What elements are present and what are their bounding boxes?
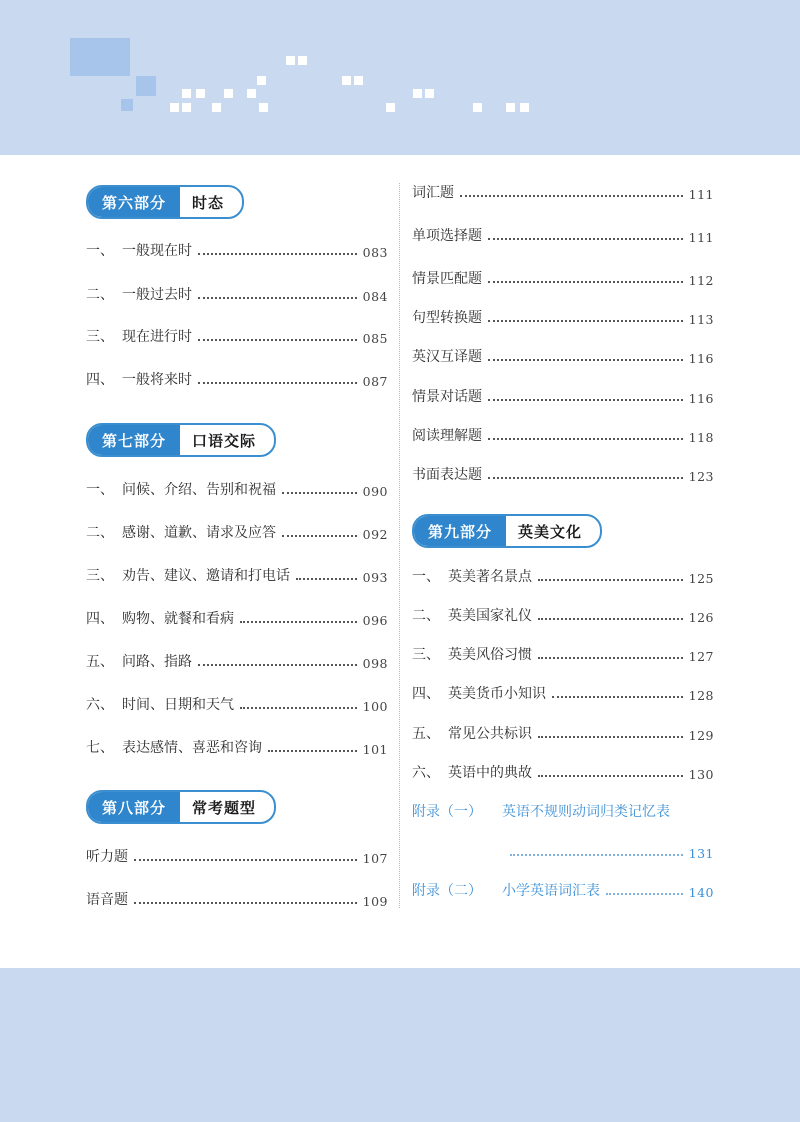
entry-number: 二、 (86, 287, 114, 303)
entry-page: 085 (362, 331, 388, 346)
entry-number: 六、 (86, 697, 114, 713)
entry-number: 四、 (86, 372, 114, 388)
entry-number: 四、 (412, 686, 440, 702)
dot-leader (488, 238, 683, 240)
dot-leader (282, 535, 357, 537)
entry-title: 句型转换题 (412, 310, 482, 326)
deco-square (473, 103, 482, 112)
entry-title: 问路、指路 (122, 654, 192, 670)
entry-title: 语音题 (86, 892, 128, 908)
dot-leader (134, 859, 357, 861)
deco-square (70, 38, 130, 76)
entry-page: 130 (688, 767, 714, 782)
entry-page: 126 (688, 610, 714, 625)
entry-number: 三、 (86, 568, 114, 584)
entry-page: 111 (688, 230, 714, 245)
entry-title: 劝告、建议、邀请和打电话 (122, 568, 290, 584)
section-label: 第九部分 (414, 516, 506, 546)
entry-page: 093 (362, 570, 388, 585)
dot-leader (198, 253, 357, 255)
section-title: 口语交际 (192, 431, 257, 450)
toc-entry[interactable] (412, 464, 714, 484)
entry-title: 购物、就餐和看病 (122, 611, 234, 627)
deco-square (354, 76, 363, 85)
toc-entry[interactable] (412, 605, 714, 625)
entry-number: 二、 (86, 525, 114, 541)
entry-page: 112 (688, 273, 714, 288)
entry-page: 090 (362, 484, 388, 499)
entry-page: 100 (362, 699, 388, 714)
toc-entry[interactable] (86, 284, 388, 304)
deco-square (224, 89, 233, 98)
deco-square (286, 56, 295, 65)
entry-page: 113 (688, 312, 714, 327)
entry-page: 128 (688, 688, 714, 703)
entry-page: 125 (688, 571, 714, 586)
entry-title: 英美国家礼仪 (448, 608, 532, 624)
toc-entry[interactable] (86, 889, 388, 909)
entry-title: 英汉互译题 (412, 349, 482, 365)
appendix-1-page-line[interactable] (510, 841, 714, 861)
dot-leader (552, 696, 683, 698)
entry-title: 书面表达题 (412, 467, 482, 483)
deco-square (520, 103, 529, 112)
section-8-header (86, 790, 276, 824)
dot-leader (488, 281, 683, 283)
deco-square (413, 89, 422, 98)
header-band (0, 0, 800, 155)
entry-number: 一、 (86, 482, 114, 498)
entry-page: 092 (362, 527, 388, 542)
dot-leader (538, 775, 683, 777)
toc-entry[interactable] (86, 565, 388, 585)
deco-square (247, 89, 256, 98)
toc-entry[interactable] (412, 307, 714, 327)
entry-page: 107 (362, 851, 388, 866)
toc-entry[interactable] (86, 240, 388, 260)
toc-entry[interactable] (86, 522, 388, 542)
deco-square (182, 103, 191, 112)
dot-leader (198, 382, 357, 384)
deco-square (212, 103, 221, 112)
entry-title: 问候、介绍、告别和祝福 (122, 482, 276, 498)
dot-leader (488, 320, 683, 322)
section-title: 时态 (192, 193, 225, 212)
entry-title: 词汇题 (412, 185, 454, 201)
dot-leader (460, 195, 683, 197)
section-9-header (412, 514, 602, 548)
entry-page: 087 (362, 374, 388, 389)
toc-entry[interactable] (412, 268, 714, 288)
entry-number: 一、 (86, 243, 114, 259)
entry-page: 116 (688, 391, 714, 406)
entry-title: 一般过去时 (122, 287, 192, 303)
entry-page: 101 (362, 742, 388, 757)
entry-title: 英美风俗习惯 (448, 647, 532, 663)
entry-number: 四、 (86, 611, 114, 627)
entry-title: 时间、日期和天气 (122, 697, 234, 713)
entry-page: 109 (362, 894, 388, 909)
entry-number: 七、 (86, 740, 114, 756)
entry-page: 083 (362, 245, 388, 260)
toc-entry[interactable] (412, 762, 714, 782)
entry-title: 英美著名景点 (448, 569, 532, 585)
deco-square (342, 76, 351, 85)
toc-entry[interactable] (86, 369, 388, 389)
appendix-page: 131 (688, 846, 714, 861)
section-label: 第七部分 (88, 425, 180, 455)
entry-number: 五、 (86, 654, 114, 670)
toc-entry[interactable] (86, 846, 388, 866)
section-7-header (86, 423, 276, 457)
toc-entry[interactable] (86, 651, 388, 671)
dot-leader (198, 297, 357, 299)
toc-entry[interactable] (412, 425, 714, 445)
toc-entry[interactable] (86, 479, 388, 499)
entry-title: 英美货币小知识 (448, 686, 546, 702)
deco-square (298, 56, 307, 65)
deco-square (182, 89, 191, 98)
deco-square (259, 103, 268, 112)
dot-leader (198, 339, 357, 341)
dot-leader (538, 736, 683, 738)
dot-leader (488, 438, 683, 440)
entry-number: 三、 (86, 329, 114, 345)
toc-entry[interactable] (86, 608, 388, 628)
appendix-page: 140 (688, 885, 714, 900)
column-divider (399, 183, 400, 908)
toc-entry[interactable] (412, 644, 714, 664)
entry-title: 感谢、道歉、请求及应答 (122, 525, 276, 541)
dot-leader (488, 399, 683, 401)
entry-title: 听力题 (86, 849, 128, 865)
toc-entry[interactable] (412, 723, 714, 743)
entry-title: 一般将来时 (122, 372, 192, 388)
entry-page: 118 (688, 430, 714, 445)
dot-leader (538, 579, 683, 581)
deco-square (425, 89, 434, 98)
section-label: 第八部分 (88, 792, 180, 822)
dot-leader (240, 707, 357, 709)
entry-title: 表达感情、喜恶和咨询 (122, 740, 262, 756)
toc-entry[interactable] (86, 737, 388, 757)
dot-leader (296, 578, 357, 580)
deco-square (257, 76, 266, 85)
toc-entry[interactable] (86, 694, 388, 714)
footer-band (0, 968, 800, 1122)
appendix-label: 附录（二） (412, 883, 482, 899)
entry-title: 单项选择题 (412, 228, 482, 244)
entry-title: 现在进行时 (122, 329, 192, 345)
appendix-title: 英语不规则动词归类记忆表 (502, 804, 670, 820)
deco-square (506, 103, 515, 112)
deco-square (170, 103, 179, 112)
toc-entry[interactable] (412, 566, 714, 586)
deco-square (136, 76, 156, 96)
entry-title: 英语中的典故 (448, 765, 532, 781)
toc-entry[interactable] (412, 225, 714, 245)
entry-page: 127 (688, 649, 714, 664)
entry-page: 123 (688, 469, 714, 484)
section-label: 第六部分 (88, 187, 180, 217)
entry-number: 三、 (412, 647, 440, 663)
entry-page: 116 (688, 351, 714, 366)
entry-number: 六、 (412, 765, 440, 781)
entry-page: 129 (688, 728, 714, 743)
deco-square (196, 89, 205, 98)
toc-entry[interactable] (412, 346, 714, 366)
entry-title: 一般现在时 (122, 243, 192, 259)
entry-number: 一、 (412, 569, 440, 585)
section-6-header (86, 185, 244, 219)
dot-leader (488, 359, 683, 361)
appendix-1-entry[interactable] (412, 801, 714, 821)
appendix-2-entry[interactable] (412, 880, 714, 900)
dot-leader (510, 854, 683, 856)
dot-leader (268, 750, 357, 752)
toc-entry[interactable] (412, 386, 714, 406)
dot-leader (134, 902, 357, 904)
toc-entry[interactable] (412, 182, 714, 202)
entry-page: 096 (362, 613, 388, 628)
entry-page: 098 (362, 656, 388, 671)
dot-leader (488, 477, 683, 479)
entry-page: 084 (362, 289, 388, 304)
entry-title: 常见公共标识 (448, 726, 532, 742)
dot-leader (198, 664, 357, 666)
dot-leader (538, 618, 683, 620)
section-title: 常考题型 (192, 798, 257, 817)
dot-leader (538, 657, 683, 659)
entry-number: 五、 (412, 726, 440, 742)
dot-leader (240, 621, 357, 623)
appendix-label: 附录（一） (412, 804, 482, 820)
entry-page: 111 (688, 187, 714, 202)
entry-title: 情景匹配题 (412, 271, 482, 287)
entry-title: 情景对话题 (412, 389, 482, 405)
dot-leader (282, 492, 357, 494)
dot-leader (606, 893, 683, 895)
appendix-title: 小学英语词汇表 (502, 883, 600, 899)
toc-entry[interactable] (412, 683, 714, 703)
section-title: 英美文化 (518, 522, 583, 541)
toc-entry[interactable] (86, 326, 388, 346)
deco-square (386, 103, 395, 112)
deco-square (121, 99, 133, 111)
entry-title: 阅读理解题 (412, 428, 482, 444)
entry-number: 二、 (412, 608, 440, 624)
